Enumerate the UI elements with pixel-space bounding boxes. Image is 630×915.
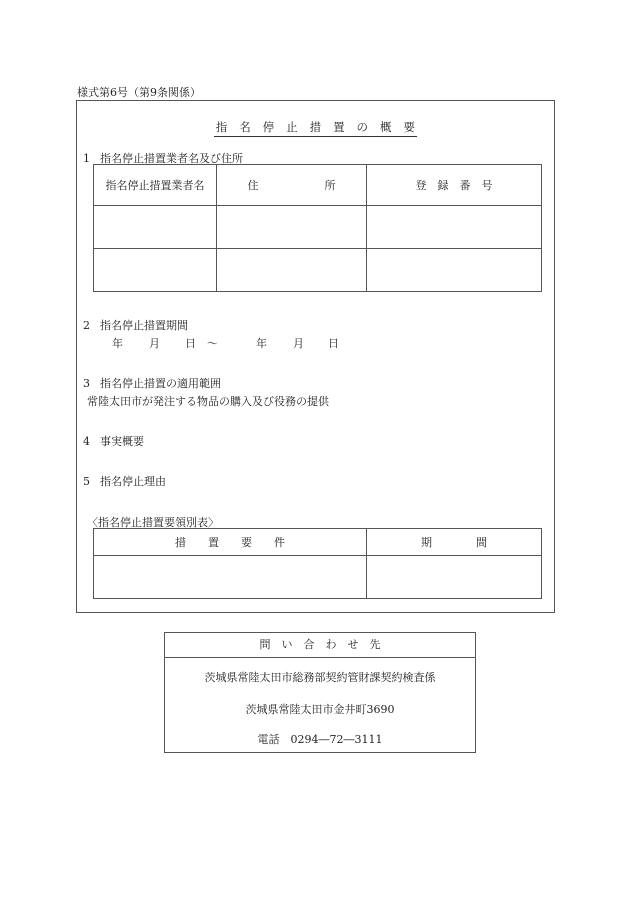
section-5-heading: [83, 473, 166, 489]
contact-phone: 電話 0294―72―3111: [257, 733, 383, 746]
summary-box: [76, 100, 555, 613]
section-4-number: 4: [83, 435, 90, 448]
section-3-number: 3: [83, 377, 90, 390]
appendix-label: 〈指名停止措置要領別表〉: [87, 516, 219, 529]
contact-address: 茨城県常陸太田市金井町3690: [245, 703, 395, 716]
measure-requirement-cell[interactable]: [94, 556, 367, 599]
end-month: 月: [293, 337, 304, 350]
header-registration-number: 登 録 番 号: [367, 165, 542, 206]
section-5-number: 5: [83, 475, 90, 488]
section-1-number: 1: [83, 152, 90, 165]
period-cell[interactable]: [367, 556, 542, 599]
company-name-cell[interactable]: [94, 249, 217, 292]
section-2-number: 2: [83, 319, 90, 332]
document-title-text: 指 名 停 止 措 置 の 概 要: [214, 119, 417, 137]
address-cell[interactable]: [217, 249, 367, 292]
document-title: [77, 119, 554, 137]
contact-header: 問 い 合 わ せ 先: [165, 633, 475, 658]
section-2-title: 指名停止措置期間: [100, 319, 188, 332]
start-month: 月: [149, 337, 160, 350]
section-5-title: 指名停止理由: [100, 475, 166, 488]
company-name-cell[interactable]: [94, 206, 217, 249]
table-row: [94, 206, 542, 249]
appendix-table: [93, 528, 542, 599]
header-address: 住 所: [217, 165, 367, 206]
end-day: 日: [328, 337, 339, 350]
contact-box: [164, 632, 476, 753]
section-4-heading: [83, 433, 144, 449]
company-table: [93, 164, 542, 292]
header-company-name: 指名停止措置業者名: [94, 165, 217, 206]
start-year: 年: [112, 337, 123, 350]
section-3-heading: [83, 375, 221, 391]
address-cell[interactable]: [217, 206, 367, 249]
registration-number-cell[interactable]: [367, 206, 542, 249]
section-4-title: 事実概要: [100, 435, 144, 448]
company-table-header-row: [94, 165, 542, 206]
section-2-heading: [83, 317, 188, 333]
start-day: 日: [185, 337, 196, 350]
form-number-label: 様式第6号（第9条関係）: [77, 86, 201, 99]
table-row: [94, 556, 542, 599]
appendix-header-row: [94, 529, 542, 556]
table-row: [94, 249, 542, 292]
end-year: 年: [256, 337, 267, 350]
header-period: 期 間: [367, 529, 542, 556]
header-measure-requirements: 措 置 要 件: [94, 529, 367, 556]
section-3-title: 指名停止措置の適用範囲: [100, 377, 221, 390]
section-3-body: 常陸太田市が発注する物品の購入及び役務の提供: [87, 395, 329, 408]
registration-number-cell[interactable]: [367, 249, 542, 292]
section-1-title: 指名停止措置業者名及び住所: [100, 152, 243, 165]
period-tilde: ～: [207, 337, 218, 350]
contact-department: 茨城県常陸太田市総務部契約管財課契約検査係: [204, 671, 436, 684]
